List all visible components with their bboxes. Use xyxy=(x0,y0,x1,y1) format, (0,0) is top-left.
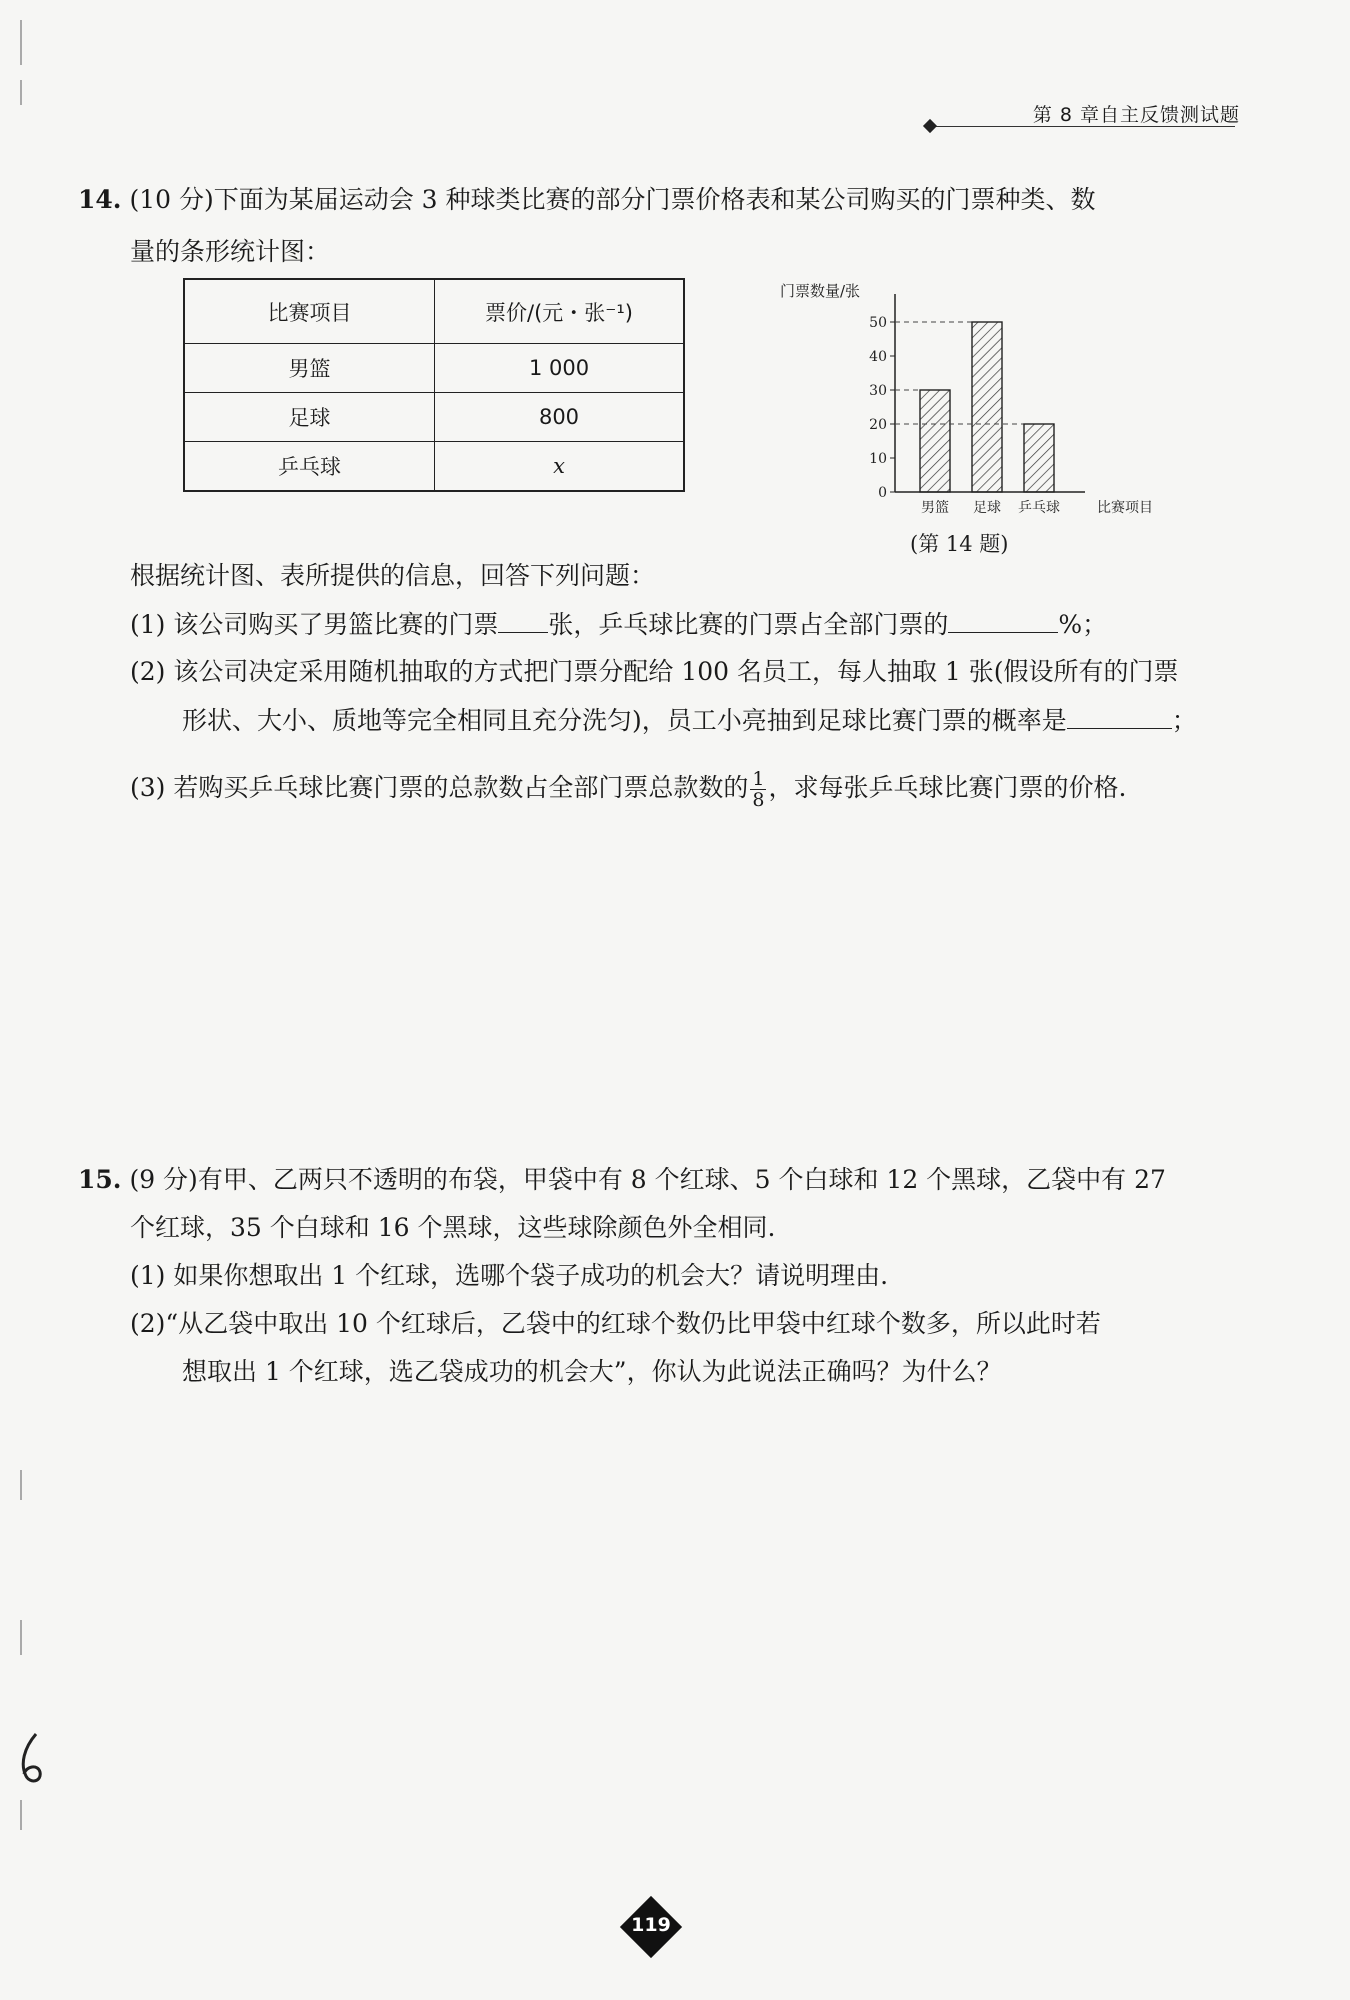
y-tick-label: 50 xyxy=(869,315,887,331)
margin-mark xyxy=(20,20,22,65)
q14-part1 xyxy=(130,608,1107,641)
q15-stem-1: (9 分)有甲、乙两只不透明的布袋，甲袋中有 8 个红球、5 个白球和 12 个黑球，乙袋中有 27 xyxy=(129,1165,1166,1194)
q15-number: 15. xyxy=(78,1165,122,1194)
chapter-header: 第 8 章自主反馈测试题 xyxy=(1032,104,1240,126)
q14-part1-text-c: %； xyxy=(1058,610,1108,639)
y-tick-label: 40 xyxy=(869,349,887,365)
fraction-denominator: 8 xyxy=(752,789,765,811)
q14-part1-text-a: (1) 该公司购买了男篮比赛的门票 xyxy=(130,610,499,639)
bar-乒乓球 xyxy=(1024,424,1054,492)
table-cell: 乒乓球 xyxy=(184,442,435,492)
q14-part3 xyxy=(130,765,1126,811)
q14-intro: 根据统计图、表所提供的信息，回答下列问题： xyxy=(130,561,656,590)
header-rule xyxy=(930,126,1235,127)
bar-男篮 xyxy=(920,390,950,492)
q14-part3-text-b: ，求每张乒乓球比赛门票的价格. xyxy=(768,773,1127,802)
x-tick-label: 男篮 xyxy=(921,500,949,516)
q15-part2-a: (2)“从乙袋中取出 10 个红球后，乙袋中的红球个数仍比甲袋中红球个数多，所以此时若 xyxy=(130,1309,1101,1338)
margin-mark xyxy=(20,1620,22,1655)
header-diamond-icon xyxy=(923,119,937,133)
q15-part2-b: 想取出 1 个红球，选乙袋成功的机会大”，你认为此说法正确吗？为什么？ xyxy=(182,1357,1002,1386)
q14-part2-text: 形状、大小、质地等完全相同且充分洗匀)，员工小亮抽到足球比赛门票的概率是 xyxy=(182,706,1067,735)
table-header-cell: 票价/(元・张⁻¹) xyxy=(435,279,685,344)
table-row xyxy=(184,442,684,492)
q14-line1 xyxy=(78,184,1096,216)
ticket-bar-chart xyxy=(780,282,1180,522)
q14-part2-end: ； xyxy=(1171,706,1197,735)
table-header-cell: 比赛项目 xyxy=(184,279,435,344)
ticket-price-table xyxy=(183,278,685,492)
page-number: 119 xyxy=(631,1914,671,1936)
x-tick-label: 乒乓球 xyxy=(1018,500,1060,516)
table-header-row xyxy=(184,279,684,344)
y-tick-label: 10 xyxy=(869,451,887,467)
y-tick-label: 0 xyxy=(878,485,887,501)
margin-mark xyxy=(20,1800,22,1830)
table-row xyxy=(184,344,684,393)
margin-mark xyxy=(20,1470,22,1500)
q15-stem-2: 个红球，35 个白球和 16 个黑球，这些球除颜色外全相同. xyxy=(130,1213,776,1242)
q14-part2-b xyxy=(182,704,1197,737)
q14-part2-a: (2) 该公司决定采用随机抽取的方式把门票分配给 100 名员工，每人抽取 1 张(假设所有的门票 xyxy=(130,657,1179,686)
q15-part1: (1) 如果你想取出 1 个红球，选哪个袋子成功的机会大？请说明理由. xyxy=(130,1261,889,1290)
table-cell: 男篮 xyxy=(184,344,435,393)
x-axis-label: 比赛项目 xyxy=(1097,500,1153,516)
bar-足球 xyxy=(972,322,1002,492)
answer-blank[interactable] xyxy=(948,608,1058,633)
q14-number: 14. xyxy=(78,185,122,214)
table-cell: x xyxy=(435,442,685,492)
y-axis-label: 门票数量/张 xyxy=(780,282,861,300)
q14-stem-1: (10 分)下面为某届运动会 3 种球类比赛的部分门票价格表和某公司购买的门票种类、数 xyxy=(129,185,1096,214)
q14-part3-text-a: (3) 若购买乒乓球比赛门票的总款数占全部门票总款数的 xyxy=(130,773,749,802)
table-cell: 800 xyxy=(435,393,685,442)
figure-caption: (第 14 题) xyxy=(910,532,1009,556)
answer-blank[interactable] xyxy=(498,608,548,633)
chart-svg xyxy=(780,282,1180,522)
table-cell: 1 000 xyxy=(435,344,685,393)
y-tick-label: 30 xyxy=(869,383,887,399)
q14-part1-text-b: 张，乒乓球比赛的门票占全部门票的 xyxy=(548,610,949,639)
y-tick-label: 20 xyxy=(869,417,887,433)
q14-stem-2: 量的条形统计图： xyxy=(130,237,331,266)
fraction xyxy=(750,769,766,810)
margin-mark xyxy=(20,80,22,105)
q15-line1 xyxy=(78,1164,1166,1196)
pen-scribble-icon xyxy=(14,1730,54,1790)
answer-blank[interactable] xyxy=(1067,704,1172,729)
table-cell: 足球 xyxy=(184,393,435,442)
table-row xyxy=(184,393,684,442)
x-tick-label: 足球 xyxy=(973,500,1001,516)
fraction-numerator: 1 xyxy=(752,768,765,790)
